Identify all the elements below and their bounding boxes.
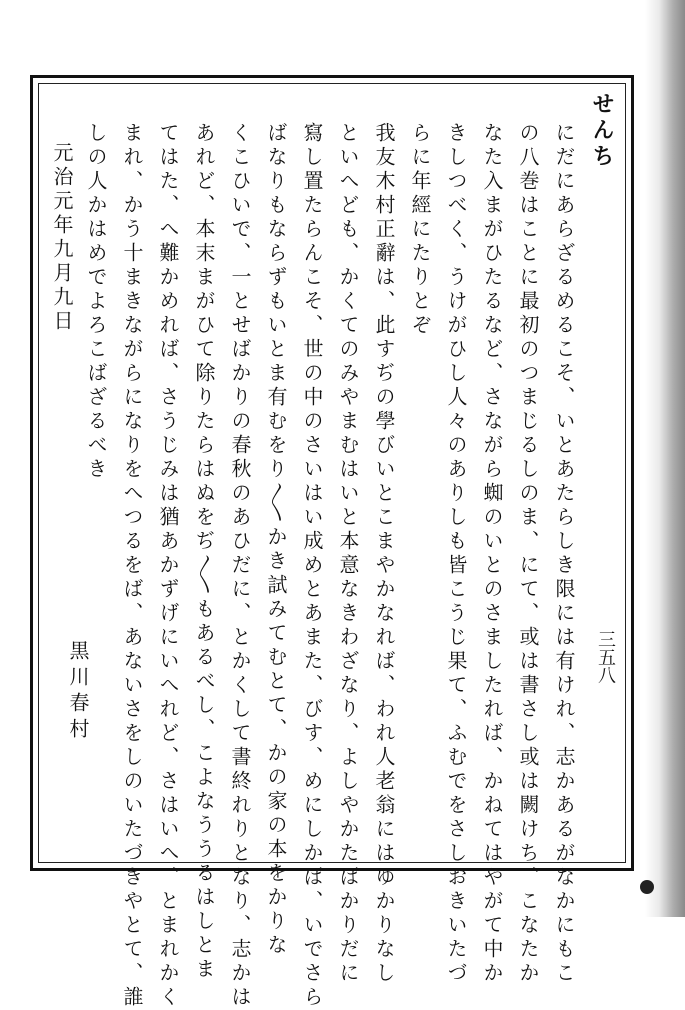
page-number: 三五八 bbox=[595, 630, 616, 684]
text-column: といへども、かくてのみやまむはいと本意なきわざなり、よしやかたばかりだに bbox=[336, 122, 360, 986]
date-line: 元治元年九月九日 bbox=[50, 142, 74, 334]
text-column: ばなりもならずもいとま有むをり〳〵かき試みてむとて、かの家の本をかりな bbox=[264, 122, 288, 958]
text-column: しの人かはめでよろこばざるべき bbox=[84, 122, 108, 482]
text-column: くこひいで、一とせばかりの春秋のあひだに、とかくして書終れりとなり、志かは bbox=[228, 122, 252, 1010]
text-column: なた入まがひたるなど、さながら蜘のいとのさましたれば、かねてはやがて中か bbox=[480, 122, 504, 986]
text-column: 我友木村正辭は、此すぢの學びいとこまやかなれば、われ人老翁にはゆかりなし bbox=[372, 122, 396, 986]
text-column: てはた、へ難かめれば、さうじみは猶あかずげにいへれど、さはいへ、とまれかく bbox=[156, 122, 180, 1010]
text-column: きしつべく、うけがひし人々のありしも皆こうじ果て、ふむでをさしおきいたづ bbox=[444, 122, 468, 986]
ink-smudge bbox=[640, 880, 654, 894]
text-column: にだにあらざるめるこそ、いとあたらしき限には有けれ、志かあるがなかにもこ bbox=[552, 122, 576, 986]
text-column: らに年經にたりとぞ bbox=[408, 122, 432, 338]
scan-edge-shadow bbox=[645, 0, 685, 917]
running-head: せんち bbox=[589, 92, 615, 170]
author-signature: 黒川春村 bbox=[66, 640, 90, 744]
text-column: まれ、かう十まきながらになりをへつるをば、あないさをしのいたづきやとて、誰 bbox=[120, 122, 144, 1010]
text-column: あれど、本末まがひて除りたらはぬをぢ〳〵もあるべし、こよなううるはしとま bbox=[192, 122, 216, 982]
text-column: 寫し置たらんこそ、世の中のさいはい成めとあまた、びす、めにしかば、いでさら bbox=[300, 122, 324, 1010]
text-column: の八巻はことに最初のつまじるしのま、にて、或は書さし或は闕けち、こなたか bbox=[516, 122, 540, 986]
